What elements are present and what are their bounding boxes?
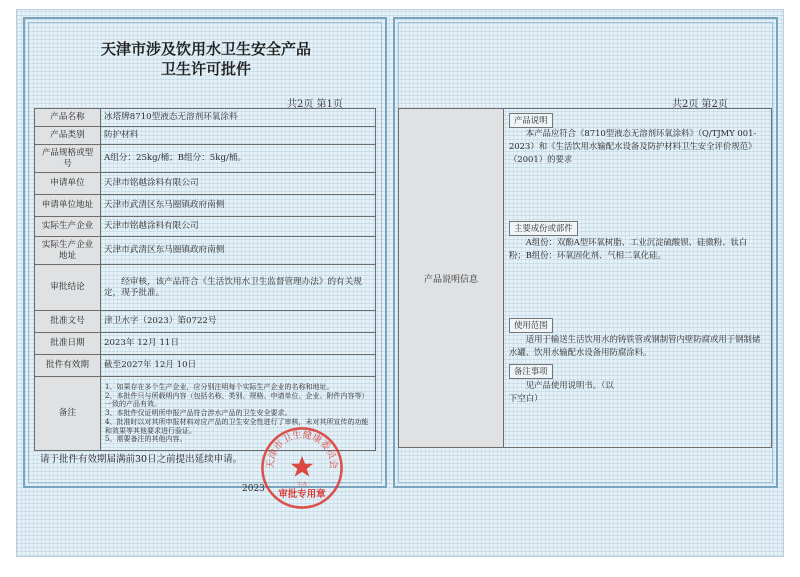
seal-star-icon <box>291 456 313 477</box>
note-item: 2、本批件只与所载明内容（包括名称、类别、规格、申请单位、企业、附件内容等）一致的产品有效。 <box>105 391 369 409</box>
value-manufacturer: 天津市铭越涂料有限公司 <box>101 217 376 237</box>
label-product-spec: 产品规格或型号 <box>35 145 101 173</box>
section-tag-scope: 使用范围 <box>509 318 553 333</box>
page-subtitle: 卫生许可批件 <box>160 60 251 78</box>
section-text-scope: 适用于输送生活饮用水的铸铁管或钢制管内壁防腐或用于钢制储水罐、饮用水输配水设备用防腐涂料。 <box>509 334 761 358</box>
value-manufacturer-address: 天津市武清区东马圈镇政府南侧 <box>101 237 376 265</box>
section-tag-components: 主要成份或部件 <box>509 221 578 236</box>
page1-number: 共2页 第1页 <box>287 99 343 110</box>
license-table <box>34 108 376 451</box>
value-review-conclusion: 经审核，该产品符合《生活饮用水卫生监督管理办法》的有关规定，现予批准。 <box>101 265 376 311</box>
section-tag-remarks: 备注事项 <box>509 364 553 379</box>
note-item: 1、如果存在多个生产企业，应分别注明每个实际生产企业的名称和地址。 <box>105 382 334 391</box>
value-approval-number: 津卫水字（2023）第0722号 <box>101 311 376 333</box>
note-item: 4、批准时以对其所申报材料对应产品的卫生安全性进行了审核，未对其所宣传的功能和效果等其他要求进行验证。 <box>105 417 369 435</box>
issue-date-fragment: 2023 <box>242 484 265 494</box>
seal-ring-text: 天津市卫生健康委员会 <box>265 429 339 470</box>
label-approval-number: 批准文号 <box>35 311 101 333</box>
label-product-name: 产品名称 <box>35 109 101 127</box>
label-product-category: 产品类别 <box>35 127 101 145</box>
label-applicant-address: 申请单位地址 <box>35 195 101 217</box>
value-applicant-address: 天津市武清区东马圈镇政府南侧 <box>101 195 376 217</box>
label-approval-date: 批准日期 <box>35 333 101 355</box>
note-item: 3、本批件仅证明所申报产品符合涉水产品的卫生安全要求。 <box>105 409 292 418</box>
value-validity: 截至2027年 12月 10日 <box>101 355 376 377</box>
seal-bottom-text: 审批专用章 <box>278 489 326 501</box>
page-title: 天津市涉及饮用水卫生安全产品 <box>100 40 311 58</box>
product-info-label: 产品说明信息 <box>399 109 504 447</box>
value-applicant: 天津市铭越涂料有限公司 <box>101 173 376 195</box>
seal-sub-text: 主办 <box>296 482 308 489</box>
label-manufacturer: 实际生产企业 <box>35 217 101 237</box>
section-tag-description: 产品说明 <box>509 113 553 128</box>
note-item: 5、需要备注的其他内容。 <box>105 435 187 444</box>
page2-number: 共2页 第2页 <box>672 99 728 110</box>
label-notes: 备注 <box>35 377 101 451</box>
section-text-remarks: 见产品使用说明书。（以下空白） <box>509 380 614 404</box>
product-info-box <box>398 108 772 448</box>
product-info-content <box>503 109 771 447</box>
value-product-spec: A组分：25kg/桶；B组分：5kg/桶。 <box>101 145 376 173</box>
label-applicant: 申请单位 <box>35 173 101 195</box>
value-product-category: 防护材料 <box>101 127 376 145</box>
label-review-conclusion: 审批结论 <box>35 265 101 311</box>
renewal-reminder: 请于批件有效期届满前30日之前提出延续申请。 <box>40 454 243 465</box>
value-product-name: 冰塔牌8710型液态无溶剂环氧涂料 <box>101 109 376 127</box>
section-text-description: 本产品应符合《8710型液态无溶剂环氧涂料》（Q/TJMY 001-2023）和《生活饮用水输配水设备及防护材料卫生安全评价规范》（2001）的要求 <box>509 128 757 165</box>
label-validity: 批件有效期 <box>35 355 101 377</box>
value-approval-date: 2023年 12月 11日 <box>101 333 376 355</box>
label-manufacturer-address: 实际生产企业地址 <box>35 237 101 265</box>
official-seal-stamp <box>259 425 345 511</box>
section-text-components: A组份：双酚A型环氧树脂、工业沉淀硫酸钡、硅微粉、钛白粉；B组份：环氧固化剂、气相二氧化硅。 <box>509 237 748 261</box>
